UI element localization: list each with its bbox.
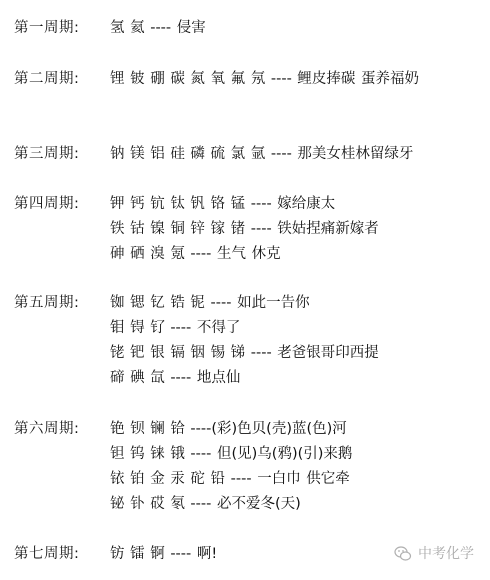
mnemonic-text: 铱 铂 金 汞 砣 铅 ---- 一白巾 供它牵	[110, 471, 350, 487]
mnemonic-text: 钠 镁 铝 硅 磷 硫 氯 氩 ---- 那美女桂林留绿牙	[110, 146, 414, 162]
mnemonic-text: 钼 锝 钌 ---- 不得了	[110, 320, 241, 336]
mnemonic-text: 铷 锶 钇 锆 铌 ---- 如此一告你	[110, 295, 310, 311]
watermark-text: 中考化学	[418, 546, 474, 562]
period-label: 第一周期:	[14, 20, 80, 36]
period-label: 第四周期:	[14, 196, 80, 212]
mnemonic-text: 铋 钋 砹 氡 ---- 必不爱冬(天)	[110, 496, 301, 512]
period-label: 第五周期:	[14, 295, 80, 311]
wechat-icon	[394, 545, 412, 563]
mnemonic-text: 碲 碘 氙 ---- 地点仙	[110, 370, 241, 386]
mnemonic-text: 铁 钴 镍 铜 锌 镓 锗 ---- 铁姑捏痛新嫁者	[110, 221, 379, 237]
period-label: 第三周期:	[14, 146, 80, 162]
mnemonic-text: 铯 钡 镧 铪 ----(彩)色贝(壳)蓝(色)河	[110, 421, 347, 437]
mnemonic-text: 钫 镭 锕 ---- 啊!	[110, 546, 218, 562]
mnemonic-text: 铑 钯 银 镉 铟 锡 锑 ---- 老爸银哥印西提	[110, 345, 379, 361]
mnemonic-text: 钽 钨 铼 锇 ---- 但(见)乌(鸦)(引)来鹅	[110, 446, 353, 462]
period-label: 第七周期:	[14, 546, 80, 562]
mnemonic-text: 氢 氦 ---- 侵害	[110, 20, 206, 36]
period-label: 第二周期:	[14, 71, 80, 87]
watermark	[394, 542, 474, 566]
mnemonic-text: 锂 铍 硼 碳 氮 氧 氟 氖 ---- 鲤皮捧碳 蛋养福奶	[110, 71, 420, 87]
period-label: 第六周期:	[14, 421, 80, 437]
mnemonic-text: 砷 硒 溴 氪 ---- 生气 休克	[110, 246, 281, 262]
mnemonic-text: 钾 钙 钪 钛 钒 铬 锰 ---- 嫁给康太	[110, 196, 336, 212]
